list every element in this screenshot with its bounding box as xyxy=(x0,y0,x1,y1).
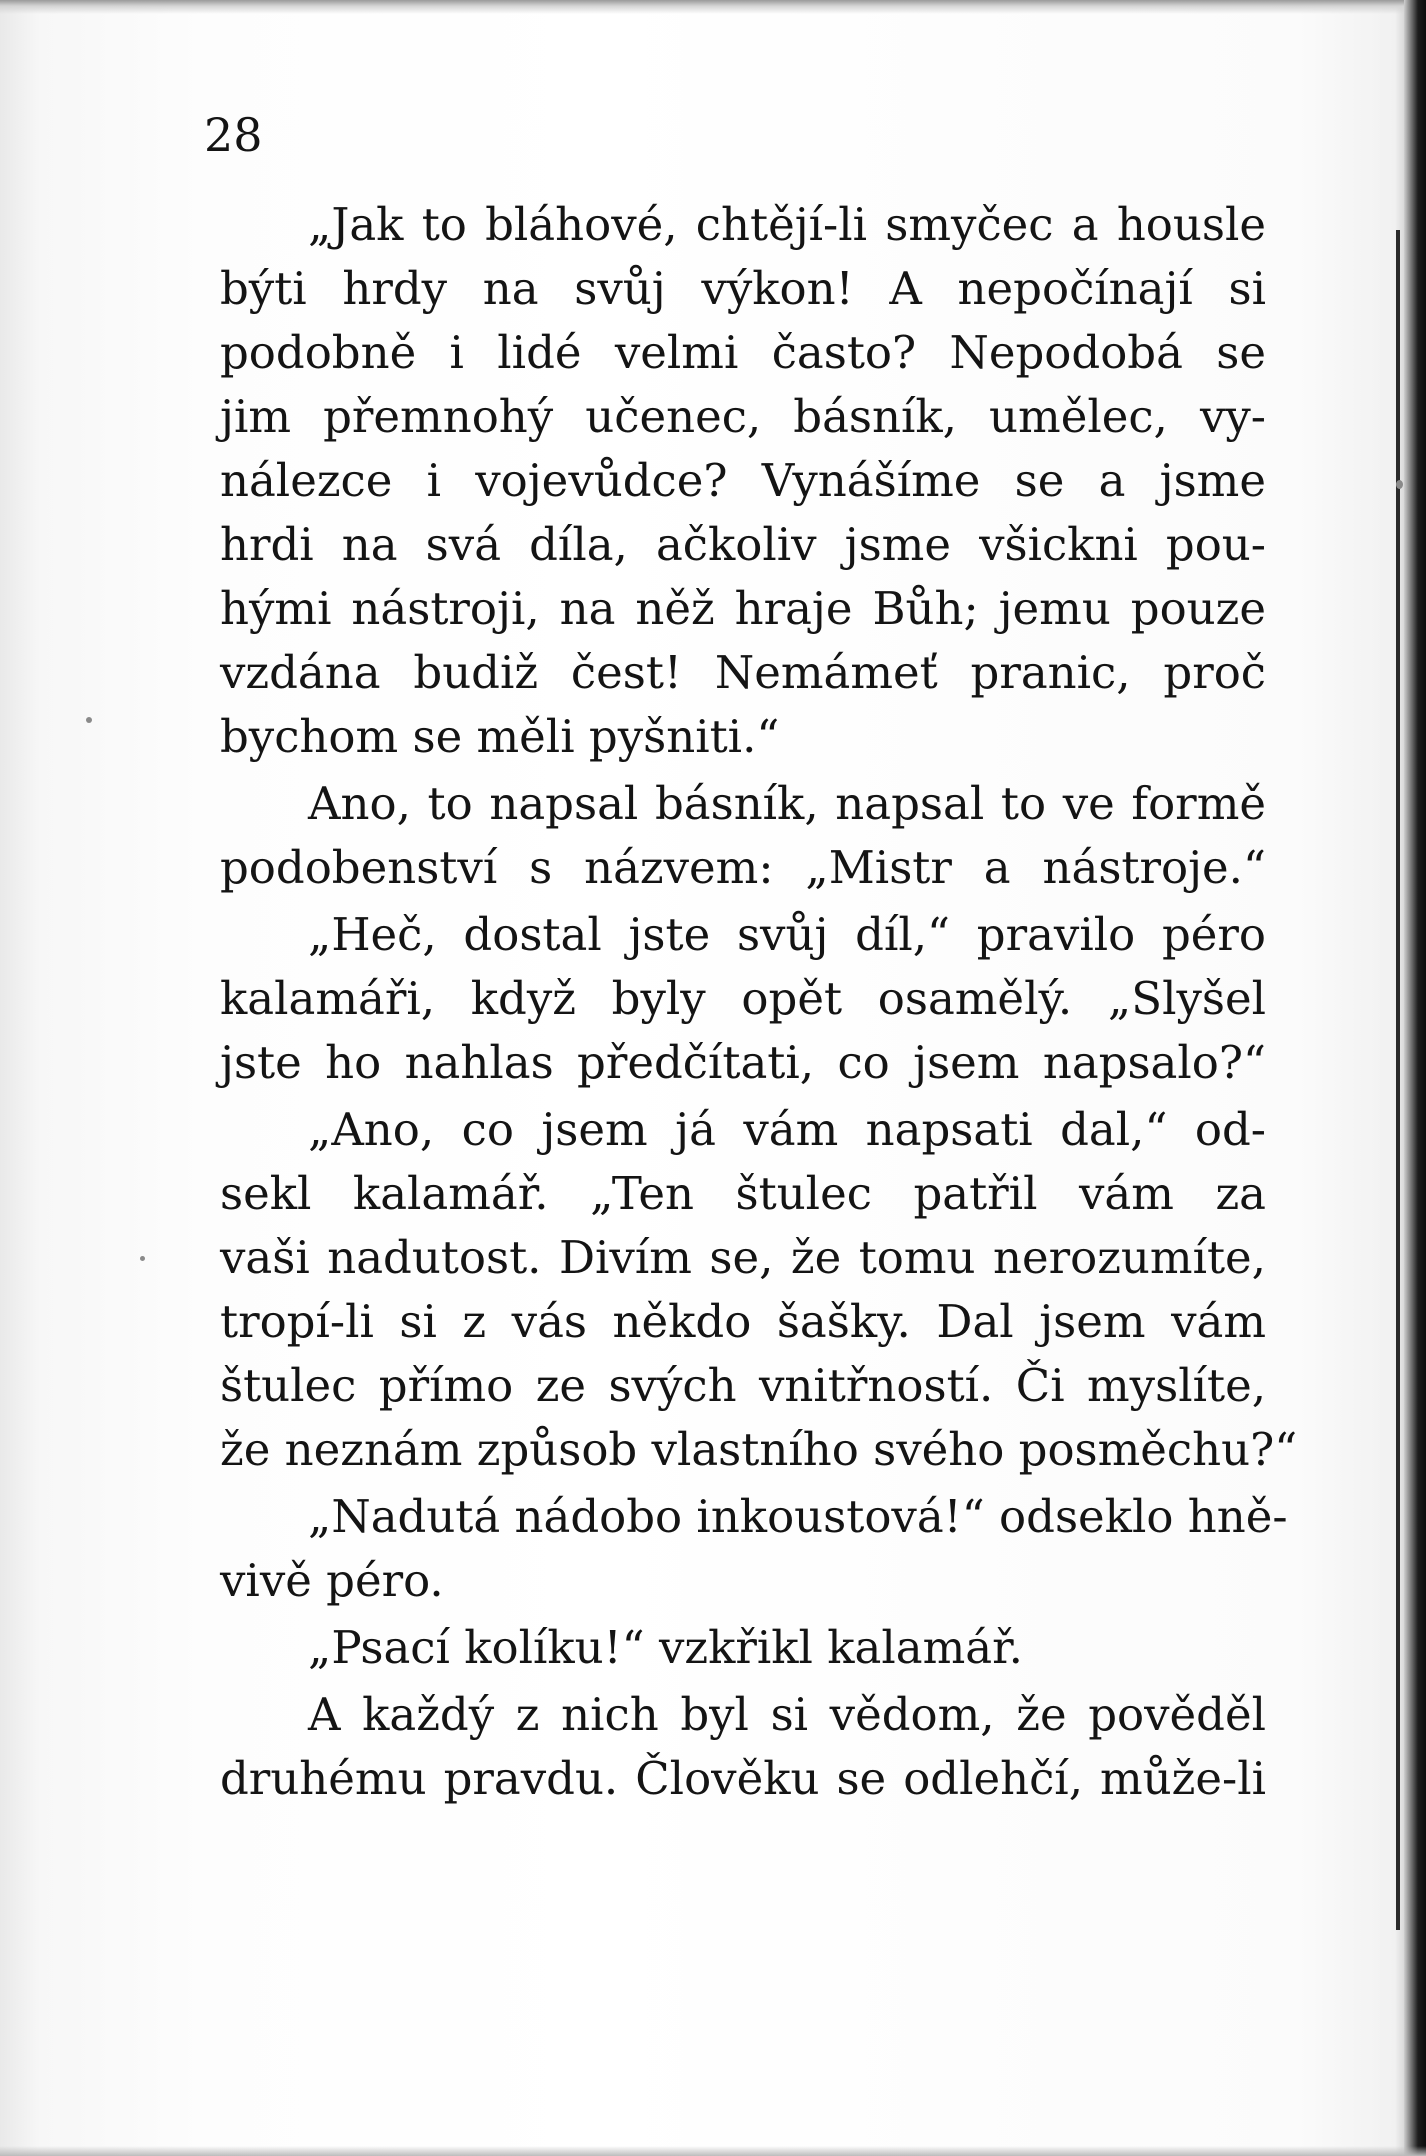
text-line: že neznám způsob vlastního svého posměchu?“ xyxy=(220,1423,1298,1476)
paragraph xyxy=(220,1485,1288,1613)
paragraph xyxy=(220,1098,1298,1482)
text-line: kalamáři, když byly opět osamělý. „Slyšel xyxy=(220,972,1266,1025)
text-line: A každý z nich byl si vědom, že pověděl xyxy=(308,1688,1266,1741)
text-line: podobenství s názvem: „Mistr a nástroje.“ xyxy=(220,841,1266,894)
text-line: býti hrdy na svůj výkon! A nepočínají si xyxy=(220,262,1266,315)
paper-speck xyxy=(140,1256,145,1261)
text-line: hými nástroji, na něž hraje Bůh; jemu pouze xyxy=(220,582,1266,635)
text-line: „Nadutá nádobo inkoustová!“ odseklo hně- xyxy=(308,1490,1288,1543)
paragraph xyxy=(220,1616,1266,1680)
paragraph xyxy=(220,772,1266,900)
text-line: vzdána budiž čest! Nemámeť pranic, proč xyxy=(220,646,1266,699)
text-line: tropí-li si z vás někdo šašky. Dal jsem vám xyxy=(220,1295,1266,1348)
body-text xyxy=(220,193,1298,1814)
page-bottom-edge-shadow xyxy=(0,2146,1426,2156)
text-line: sekl kalamář. „Ten štulec patřil vám za xyxy=(220,1167,1266,1220)
paragraph xyxy=(220,903,1266,1095)
text-line: „Psací kolíku!“ vzkřikl kalamář. xyxy=(308,1621,1023,1674)
text-line: podobně i lidé velmi často? Nepodobá se xyxy=(220,326,1266,379)
text-line: vaši nadutost. Divím se, že tomu nerozumíte, xyxy=(220,1231,1266,1284)
page-number: 28 xyxy=(204,108,263,162)
text-line: jste ho nahlas předčítati, co jsem napsalo?“ xyxy=(220,1036,1266,1089)
text-line: „Jak to bláhové, chtějí-li smyčec a housle xyxy=(308,198,1266,251)
page-top-edge-shadow xyxy=(0,0,1426,14)
text-line: „Ano, co jsem já vám napsati dal,“ od- xyxy=(308,1103,1266,1156)
paragraph xyxy=(220,1683,1266,1811)
text-line: druhému pravdu. Člověku se odlehčí, může-li xyxy=(220,1752,1266,1805)
text-line: bychom se měli pyšniti.“ xyxy=(220,710,780,763)
text-line: vivě péro. xyxy=(220,1554,444,1607)
text-line: jim přemnohý učenec, básník, umělec, vy- xyxy=(220,390,1266,443)
paper-speck xyxy=(1396,480,1403,489)
text-line: Ano, to napsal básník, napsal to ve formě xyxy=(308,777,1266,830)
text-line: hrdi na svá díla, ačkoliv jsme všickni pou- xyxy=(220,518,1266,571)
text-line: štulec přímo ze svých vnitřností. Či myslíte, xyxy=(220,1359,1266,1412)
paragraph xyxy=(220,193,1266,769)
paper-speck xyxy=(86,717,92,723)
page-right-edge-binding xyxy=(1404,0,1426,2156)
text-line: nálezce i vojevůdce? Vynášíme se a jsme xyxy=(220,454,1266,507)
text-line: „Heč, dostal jste svůj díl,“ pravilo péro xyxy=(308,908,1266,961)
